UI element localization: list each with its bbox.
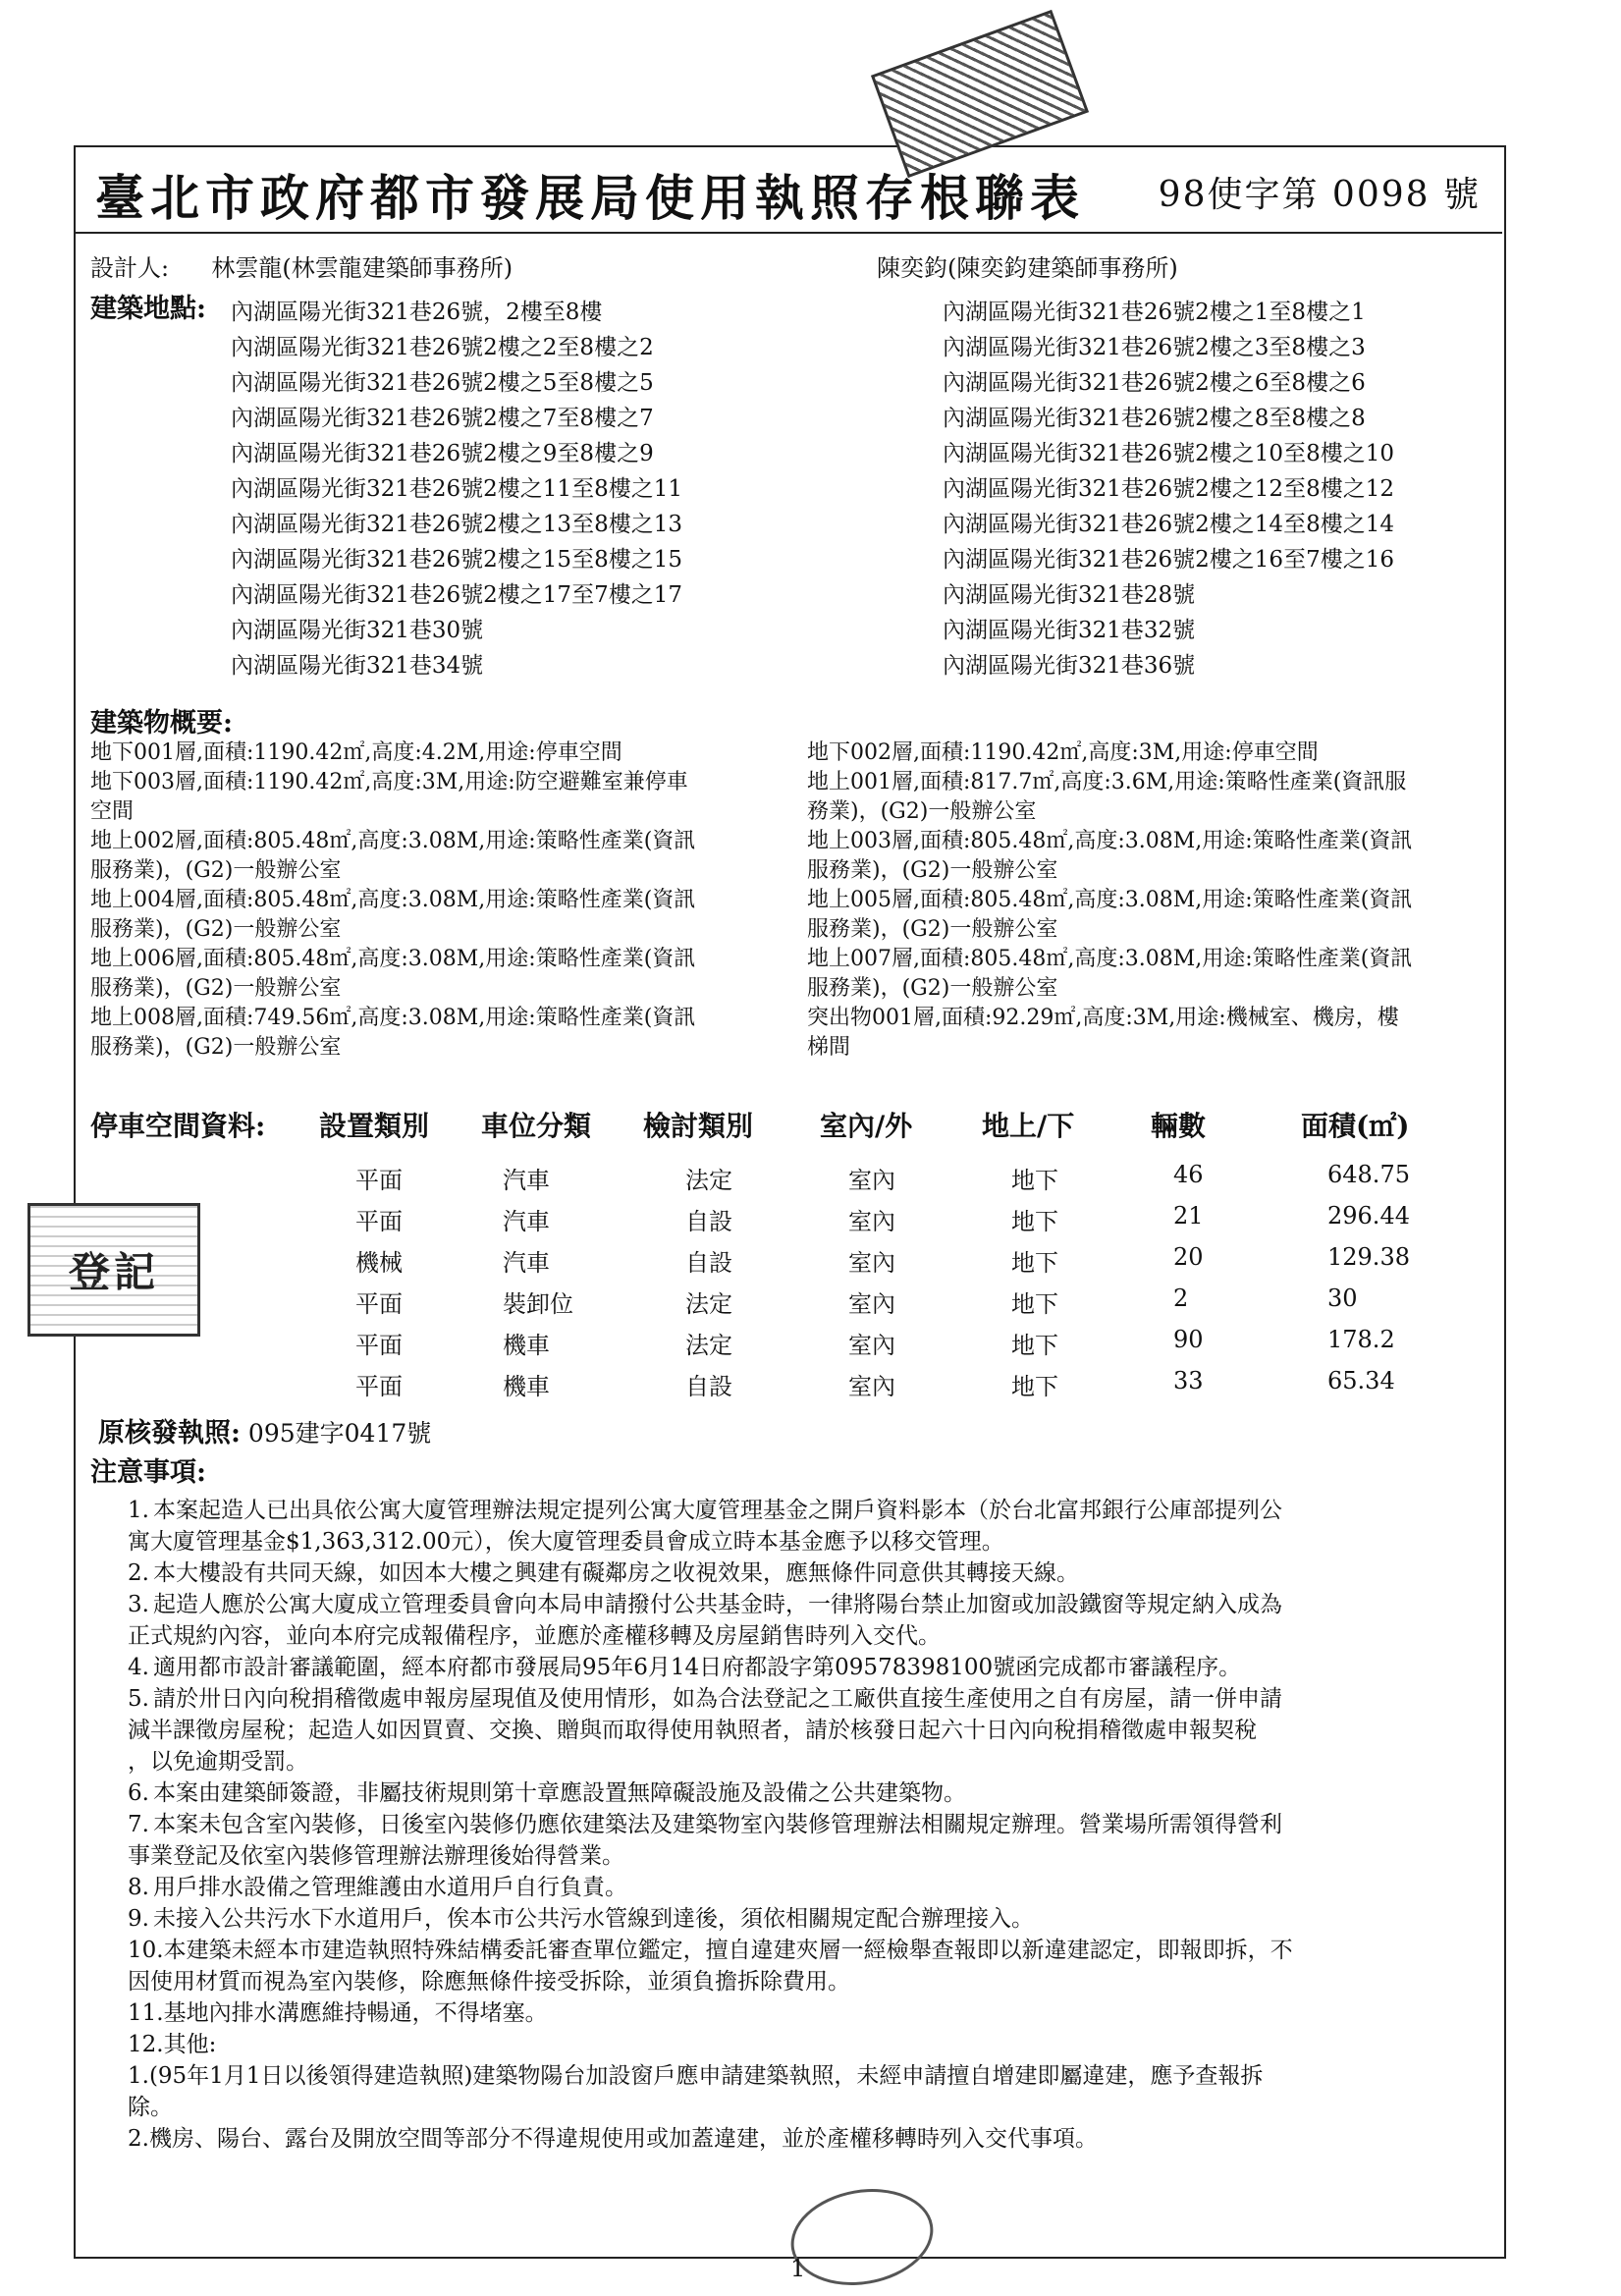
overview-line: 梯間 [807,1035,851,1060]
note-number: 8. [128,1875,149,1900]
overview-entry [90,1004,797,1063]
parking-cell: 地下 [1011,1332,1058,1359]
note-item [128,1903,1502,1935]
parking-cell: 33 [1173,1367,1204,1394]
parking-cell: 室內 [848,1373,895,1400]
overview-right [807,738,1514,1063]
site-left-item: 內湖區陽光街321巷26號2樓之5至8樓之5 [231,370,654,396]
overview-line: 服務業)，(G2)一般辦公室 [90,917,342,942]
overview-entry [90,827,797,886]
site-left-item: 內湖區陽光街321巷26號2樓之9至8樓之9 [231,441,654,466]
parking-cell: 296.44 [1327,1202,1410,1230]
site-left-item: 內湖區陽光街321巷26號2樓之13至8樓之13 [231,512,682,537]
designer-label: 設計人: [90,254,170,282]
parking-column-header: 室內/外 [820,1110,913,1142]
parking-cell: 平面 [355,1290,403,1318]
note-number: 1. [128,1498,149,1523]
site-left-item: 內湖區陽光街321巷26號2樓之15至8樓之15 [231,547,682,573]
note-number: 5. [128,1686,149,1712]
original-license-row [98,1419,431,1449]
overview-line: 地下002層,面積:1190.42㎡,高度:3M,用途:停車空間 [807,740,1319,765]
site-right-item: 內湖區陽光街321巷26號2樓之8至8樓之8 [943,406,1366,431]
note-text: 用戶排水設備之管理維護由水道用戶自行負責。 [153,1875,627,1900]
note-item [128,1683,1502,1777]
overview-label: 建築物概要: [90,708,233,738]
site-right-item: 內湖區陽光街321巷26號2樓之10至8樓之10 [943,441,1394,466]
overview-line: 務業)，(G2)一般辦公室 [807,799,1037,824]
note-text: 本案起造人已出具依公寓大廈管理辦法規定提列公寓大廈管理基金之開戶資料影本（於台北富邦銀行公庫部提列公 寓大廈管理基金$1,363,312.00元），俟大廈管理委員會成立時本基金應予以移交管理。 [128,1498,1282,1555]
note-number: 4. [128,1655,149,1680]
site-left-item: 內湖區陽光街321巷34號 [231,653,484,679]
note-text: 基地內排水溝應維持暢通，不得堵塞。 [163,2000,548,2026]
note-text: 本建築未經本市建造執照特殊結構委託審查單位鑑定，擅自違建夾層一經檢舉查報即以新違建認定，即報即拆，不 因使用材質而視為室內裝修，除應無條件接受拆除，並須負擔拆除費用。 [128,1938,1293,1995]
note-text: 本大樓設有共同天線，如因本大樓之興建有礙鄰房之收視效果，應無條件同意供其轉接天線。 [153,1560,1079,1586]
note-text: 其他: 1.(95年1月1日以後領得建造執照)建築物陽台加設窗戶應申請建築執照，未經申請擅自增建即屬違建，應予查報拆 除。 2.機房、陽台、露台及開放空間等部分不得違規使用或加蓋違建，並於產權移轉時列入交代事項。 [128,2032,1264,2152]
overview-entry [90,945,797,1004]
overview-entry [90,738,797,768]
note-item [128,2029,1502,2155]
parking-cell: 平面 [355,1332,403,1359]
seal-stamp-left: 登記 [27,1203,200,1337]
parking-cell: 90 [1173,1326,1204,1353]
parking-cell: 汽車 [503,1249,550,1277]
parking-column-header: 檢討類別 [643,1110,754,1142]
note-item [128,1872,1502,1903]
site-right-item: 內湖區陽光街321巷32號 [943,618,1196,643]
overview-line: 地上002層,面積:805.48㎡,高度:3.08M,用途:策略性產業(資訊 [90,829,696,853]
note-number: 3. [128,1592,149,1617]
overview-line: 地上006層,面積:805.48㎡,高度:3.08M,用途:策略性產業(資訊 [90,947,696,971]
parking-column-header: 車位分類 [481,1110,592,1142]
note-item [128,1809,1502,1872]
overview-line: 服務業)，(G2)一般辦公室 [90,858,342,883]
site-right-item: 內湖區陽光街321巷36號 [943,653,1196,679]
note-text: 起造人應於公寓大廈成立管理委員會向本局申請撥付公共基金時，一律將陽台禁止加窗或加設鐵窗等規定納入成為 正式規約內容，並向本府完成報備程序，並應於產權移轉及房屋銷售時列入交代。 [128,1592,1282,1649]
parking-cell: 室內 [848,1249,895,1277]
parking-cell: 平面 [355,1208,403,1235]
overview-line: 地上001層,面積:817.7㎡,高度:3.6M,用途:策略性產業(資訊服 [807,770,1407,794]
parking-cell: 汽車 [503,1208,550,1235]
overview-line: 服務業)，(G2)一般辦公室 [90,1035,342,1060]
document-title: 臺北市政府都市發展局使用執照存根聯表 [95,169,1085,227]
parking-cell: 2 [1173,1285,1189,1312]
note-number: 10. [128,1938,164,1963]
title-row [74,145,1502,234]
note-item [128,1558,1502,1589]
note-text: 適用都市設計審議範圍，經本府都市發展局95年6月14日府都設字第09578398100號函完成都市審議程序。 [153,1655,1242,1680]
note-item [128,1935,1502,1997]
parking-cell: 平面 [355,1373,403,1400]
site-left-item: 內湖區陽光街321巷26號2樓之7至8樓之7 [231,406,654,431]
parking-cell: 室內 [848,1332,895,1359]
overview-entry [807,886,1514,945]
parking-cell: 地下 [1011,1167,1058,1194]
parking-cell: 自設 [685,1249,732,1277]
parking-cell: 法定 [685,1290,732,1318]
note-item [128,1777,1502,1809]
parking-cell: 室內 [848,1290,895,1318]
overview-line: 地上005層,面積:805.48㎡,高度:3.08M,用途:策略性產業(資訊 [807,888,1413,912]
overview-line: 服務業)，(G2)一般辦公室 [90,976,342,1001]
parking-cell: 汽車 [503,1167,550,1194]
parking-cell: 30 [1327,1285,1358,1312]
note-item [128,1589,1502,1652]
site-left-item: 內湖區陽光街321巷30號 [231,618,484,643]
parking-cell: 室內 [848,1208,895,1235]
parking-cell: 室內 [848,1167,895,1194]
note-text: 本案未包含室內裝修，日後室內裝修仍應依建築法及建築物室內裝修管理辦法相關規定辦理。營業場所需領得營利 事業登記及依室內裝修管理辦法辦理後始得營業。 [128,1812,1282,1869]
site-right-item: 內湖區陽光街321巷26號2樓之1至8樓之1 [943,300,1366,325]
overview-entry [807,945,1514,1004]
original-license-value: 095建字0417號 [247,1419,432,1448]
parking-cell: 自設 [685,1208,732,1235]
overview-line: 地上004層,面積:805.48㎡,高度:3.08M,用途:策略性產業(資訊 [90,888,696,912]
overview-line: 服務業)，(G2)一般辦公室 [807,858,1058,883]
parking-cell: 地下 [1011,1373,1058,1400]
parking-column-header: 地上/下 [982,1110,1075,1142]
note-number: 9. [128,1906,149,1932]
parking-cell: 機車 [503,1373,550,1400]
parking-cell: 129.38 [1327,1243,1410,1271]
site-left-list [231,295,682,683]
overview-entry [90,768,797,827]
note-number: 7. [128,1812,149,1837]
parking-cell: 46 [1173,1161,1204,1188]
original-license-label: 原核發執照: [98,1418,241,1449]
parking-cell: 648.75 [1327,1161,1410,1188]
parking-label: 停車空間資料: [90,1110,266,1142]
site-left-item: 內湖區陽光街321巷26號2樓之17至7樓之17 [231,582,682,608]
parking-cell: 平面 [355,1167,403,1194]
parking-cell: 法定 [685,1167,732,1194]
note-item [128,1997,1502,2029]
notes-list [128,1495,1502,2155]
site-right-list [943,295,1394,683]
parking-column-header: 輛數 [1151,1110,1207,1142]
parking-cell: 裝卸位 [503,1290,573,1318]
parking-cell: 法定 [685,1332,732,1359]
parking-cell: 地下 [1011,1290,1058,1318]
note-text: 本案由建築師簽證，非屬技術規則第十章應設置無障礙設施及設備之公共建築物。 [153,1780,966,1806]
note-number: 6. [128,1780,149,1806]
site-left-item: 內湖區陽光街321巷26號2樓之2至8樓之2 [231,335,654,360]
overview-entry [807,738,1514,768]
license-number: 98使字第 0098 號 [1158,175,1481,215]
note-text: 未接入公共污水下水道用戶，俟本市公共污水管線到達後，須依相關規定配合辦理接入。 [153,1906,1034,1932]
overview-left [90,738,797,1063]
designer-name-2: 陳奕鈞(陳奕鈞建築師事務所) [877,254,1178,282]
parking-cell: 21 [1173,1202,1204,1230]
overview-entry [807,768,1514,827]
overview-entry [90,886,797,945]
parking-cell: 自設 [685,1373,732,1400]
parking-cell: 178.2 [1327,1326,1395,1353]
notes-label: 注意事項: [90,1457,206,1488]
site-left-item: 內湖區陽光街321巷26號，2樓至8樓 [231,300,603,325]
site-right-item: 內湖區陽光街321巷26號2樓之6至8樓之6 [943,370,1366,396]
site-left-item: 內湖區陽光街321巷26號2樓之11至8樓之11 [231,476,682,502]
page-number: 1 [790,2255,806,2282]
designer-name-1: 林雲龍(林雲龍建築師事務所) [211,254,513,282]
parking-cell: 機械 [355,1249,403,1277]
note-text: 請於卅日內向稅捐稽徵處申報房屋現值及使用情形，如為合法登記之工廠供直接生產使用之自有房屋，請一併申請 減半課徵房屋稅；起造人如因買賣、交換、贈與而取得使用執照者，請於核發日起六十日內向稅捐稽徵處申報契稅 ，以免逾期受罰。 [128,1686,1282,1775]
note-number: 12. [128,2032,164,2057]
overview-entry [807,827,1514,886]
overview-line: 地下003層,面積:1190.42㎡,高度:3M,用途:防空避難室兼停車 [90,770,688,794]
overview-line: 地下001層,面積:1190.42㎡,高度:4.2M,用途:停車空間 [90,740,622,765]
site-right-item: 內湖區陽光街321巷26號2樓之12至8樓之12 [943,476,1394,502]
overview-entry [807,1004,1514,1063]
site-right-item: 內湖區陽光街321巷28號 [943,582,1196,608]
note-item [128,1652,1502,1683]
parking-cell: 20 [1173,1243,1204,1271]
overview-line: 服務業)，(G2)一般辦公室 [807,917,1058,942]
site-right-item: 內湖區陽光街321巷26號2樓之14至8樓之14 [943,512,1394,537]
overview-line: 地上008層,面積:749.56㎡,高度:3.08M,用途:策略性產業(資訊 [90,1006,696,1030]
parking-cell: 地下 [1011,1208,1058,1235]
overview-line: 空間 [90,799,135,824]
designer-row [90,253,513,283]
parking-cell: 地下 [1011,1249,1058,1277]
parking-cell: 65.34 [1327,1367,1395,1394]
note-number: 2. [128,1560,149,1586]
overview-line: 突出物001層,面積:92.29㎡,高度:3M,用途:機械室、機房，樓 [807,1006,1399,1030]
overview-line: 地上003層,面積:805.48㎡,高度:3.08M,用途:策略性產業(資訊 [807,829,1413,853]
site-label: 建築地點: [90,294,206,324]
overview-line: 地上007層,面積:805.48㎡,高度:3.08M,用途:策略性產業(資訊 [807,947,1413,971]
site-right-item: 內湖區陽光街321巷26號2樓之3至8樓之3 [943,335,1366,360]
overview-line: 服務業)，(G2)一般辦公室 [807,976,1058,1001]
site-right-item: 內湖區陽光街321巷26號2樓之16至7樓之16 [943,547,1394,573]
note-item [128,1495,1502,1558]
note-number: 11. [128,2000,164,2026]
parking-column-header: 面積(㎡) [1301,1110,1410,1142]
parking-cell: 機車 [503,1332,550,1359]
parking-column-header: 設置類別 [319,1110,430,1142]
